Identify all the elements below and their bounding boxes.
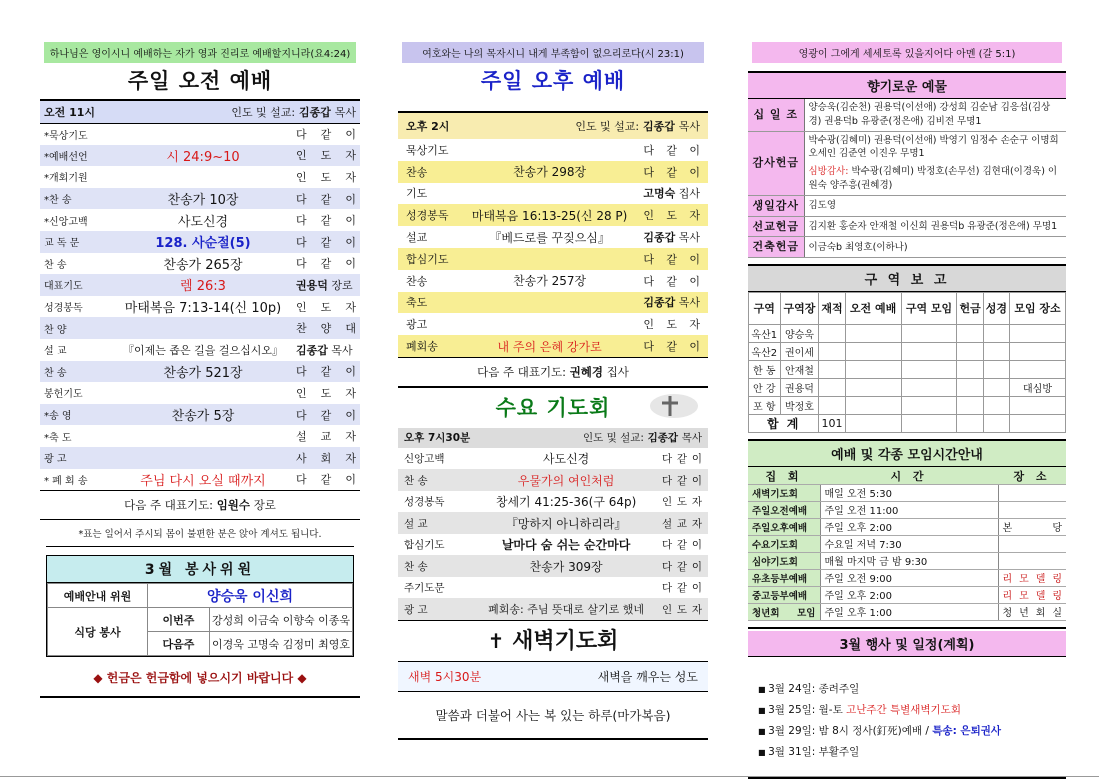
order-row: 찬 양 찬 양 대 — [40, 317, 360, 339]
order-row: 신앙고백 사도신경 다 같 이 — [404, 452, 702, 467]
service-time: 오전 11시 — [40, 101, 114, 123]
schedule-row: 심야기도회 매월 마지막 금 밤 9:30 — [748, 552, 1066, 569]
cross-person-icon: ✝ — [487, 628, 505, 653]
order-row: 설교 『베드로를 꾸짖으심』 김종갑 목사 — [406, 230, 700, 245]
scripture-banner: 영광이 그에게 세세토록 있을지어다 아멘 (갈 5:1) — [752, 42, 1062, 63]
event-item: ■ 3월 29일: 밤 8시 정사(釘死)예배 / 특송: 은퇴권사 — [758, 721, 1058, 742]
afternoon-service-title: 주일 오후 예배 — [480, 69, 626, 93]
order-row: 광고 인 도 자 — [406, 318, 700, 332]
offering-row: 감사헌금 박수광(김혜미) 권용덕(이선애) 박영기 임정수 손순구 이명희 오세인 김준연 이진우 무명1 심방감사: 박수광(김혜미) 박정호(손무선) 김현대(이경욱) 이원숙 양주흥(권혜경) — [748, 131, 1066, 195]
district-header: 구역장 — [780, 293, 819, 325]
order-row: 봉헌기도 인 도 자 — [44, 386, 356, 401]
order-row: 설 교 『망하지 아니하리라』 설 교 자 — [398, 512, 708, 534]
schedule-row: 주일오후예배 주일 오후 2:00 본 당 — [748, 518, 1066, 535]
afternoon-order-table: 오후 2시 인도 및 설교: 김종갑 목사 묵상기도 다 같 이 찬송 찬송가 298장 다 같 이 기도 고명숙 집사 성경봉독 마태복음 16:13-25(신 28 P) 인 도 자 설교 『베드로를 꾸짖으심』 김종갑 목사 합심기도 다 같 이 찬송 찬송가 257장 다 같 이 축도 김종갑 목사 광고 인 도 자 폐회송 내 주의 은혜 강가로 다 같 이 — [398, 113, 708, 357]
offering-row: 건축헌금 이금숙b 최영호(이하나) — [748, 237, 1066, 258]
schedule-header: 집 회 — [748, 467, 820, 484]
order-row: 찬 송 찬송가 521장 다 같 이 — [40, 361, 360, 383]
order-row: *송 영 찬송가 5장 다 같 이 — [40, 404, 360, 426]
morning-service-column — [40, 42, 360, 698]
order-row: *개회기원 인 도 자 — [44, 170, 356, 185]
order-row: * 폐 회 송 주님 다시 오실 때까지 다 같 이 — [44, 473, 356, 489]
order-row: 찬송 찬송가 298장 다 같 이 — [398, 161, 708, 183]
order-row: 성경봉독 마태복음 16:13-25(신 28 P) 인 도 자 — [398, 204, 708, 226]
events-title: 3월 행사 및 일정(계획) — [748, 631, 1066, 657]
schedule-row: 새벽기도회 매일 오전 5:30 — [748, 484, 1066, 501]
offering-row: 선교헌금 김지환 홍순자 안재철 이신희 권용덕b 유광준(정은애) 무명1 — [748, 216, 1066, 237]
schedule-row: 중고등부예배 주일 오후 2:00 리 모 델 링 — [748, 586, 1066, 603]
schedule-header: 시 간 — [820, 467, 998, 484]
district-header: 모임 장소 — [1010, 293, 1066, 325]
order-row: 설 교 『이제는 좁은 길을 걸으십시오』 김종갑 목사 — [44, 343, 353, 358]
order-row: 기도 고명숙 집사 — [406, 187, 700, 201]
offering-row: 생일감사 김도영 — [748, 195, 1066, 216]
order-row: 주기도문 다 같 이 — [404, 582, 702, 595]
order-row: 대표기도 렘 26:3 권용덕 장로 — [40, 274, 360, 296]
order-row: 성경봉독 마태복음 7:13-14(신 10p) 인 도 자 — [44, 300, 356, 317]
order-row: 찬 송 우물가의 여인처럼 다 같 이 — [398, 469, 708, 491]
offering-list — [748, 99, 1066, 258]
order-row: 성경봉독 창세기 41:25-36(구 64p) 인 도 자 — [404, 495, 702, 510]
leader-name: 김종갑 — [299, 105, 331, 119]
event-item: ■ 3월 25일: 월-토 고난주간 특별새벽기도회 — [758, 700, 1058, 721]
afternoon-service-column — [398, 42, 708, 740]
next-prayer: 다음 주 대표기도: 권혜경 집사 — [477, 364, 629, 379]
order-row: *신앙고백 사도신경 다 같 이 — [44, 214, 356, 230]
dawn-prayer-title: 새벽기도회 — [512, 628, 619, 654]
district-row: 안 강 권용덕 대심방 — [749, 379, 1066, 397]
schedule-header: 장 소 — [998, 467, 1066, 484]
volunteer-box: 3월 봉사위원 예배안내 위원 양승욱 이신희 식당 봉사 이번주 강성희 이금숙 이향숙 이종욱 다음주 이경욱 고명숙 김정미 최영호 — [46, 555, 354, 657]
morning-order-table — [40, 101, 360, 490]
order-row: *찬 송 찬송가 10장 다 같 이 — [40, 188, 360, 210]
order-row: 광 고 사 회 자 — [40, 447, 360, 469]
event-item: ■ 3월 24일: 종려주일 — [758, 679, 1058, 700]
wednesday-prayer-title: 수요 기도회 — [495, 395, 611, 420]
leader-title: 목사 — [334, 105, 356, 119]
schedule-table — [748, 467, 1066, 621]
leader-label: 인도 및 설교: — [231, 105, 296, 119]
morning-service-title: 주일 오전 예배 — [127, 69, 273, 93]
district-header: 구역 모임 — [901, 293, 957, 325]
schedule-row: 유초등부예배 주일 오전 9:00 리 모 델 링 — [748, 569, 1066, 586]
district-row: 옥산2 권이세 — [749, 343, 1066, 361]
district-row: 한 동 안재철 — [749, 361, 1066, 379]
offering-row: 십 일 조 양승욱(김순천) 권용덕(이선애) 강성희 김순남 김응섭(김상경) 권용덕b 유광준(정은애) 김비전 무명1 — [748, 99, 1066, 131]
scripture-banner: 여호와는 나의 목자시니 내게 부족함이 없으리로다(시 23:1) — [402, 42, 704, 63]
scripture-banner: 하나님은 영이시니 예배하는 자가 영과 진리로 예배할지니라(요4:24) — [44, 42, 356, 63]
order-row: *묵상기도 다 같 이 — [44, 128, 356, 142]
order-row: 찬 송 찬송가 309장 다 같 이 — [398, 555, 708, 577]
district-report-title: 구 역 보 고 — [748, 266, 1066, 292]
order-row: 축도 김종갑 목사 — [398, 292, 708, 314]
schedule-row: 수요기도회 수요일 저녁 7:30 — [748, 535, 1066, 552]
order-row: *예배선언 시 24:9~10 인 도 자 — [40, 145, 360, 167]
schedule-title: 예배 및 각종 모임시간안내 — [748, 441, 1066, 467]
praying-hands-icon — [640, 390, 700, 420]
order-row: 합심기도 다 같 이 — [398, 248, 708, 270]
district-header: 헌금 — [957, 293, 983, 325]
district-row: 포 항 박정호 — [749, 397, 1066, 415]
offering-list-title: 향기로운 예물 — [748, 73, 1066, 99]
order-row: 폐회송 내 주의 은혜 강가로 다 같 이 — [398, 335, 708, 357]
schedule-row: 주일오전예배 주일 오전 11:00 — [748, 501, 1066, 518]
schedule-row: 청년회 모임 주일 오후 1:00 청 년 회 실 — [748, 603, 1066, 620]
order-row: 합심기도 날마다 숨 쉬는 순간마다 다 같 이 — [404, 538, 702, 553]
next-prayer: 다음 주 대표기도: 임원수 장로 — [124, 498, 276, 513]
district-header: 구역 — [749, 293, 781, 325]
order-row: 교 독 문 128. 사순절(5) 다 같 이 — [40, 231, 360, 253]
order-row: 묵상기도 다 같 이 — [406, 143, 700, 157]
dawn-words: 말씀과 더불어 사는 복 있는 하루(마가복음) — [435, 707, 671, 723]
district-row: 옥산1 양승욱 — [749, 325, 1066, 343]
offering-notice: ◆ 헌금은 헌금함에 넣으시기 바랍니다 ◆ — [93, 671, 307, 686]
order-row: *축 도 설 교 자 — [44, 430, 356, 444]
church-news-column — [748, 42, 1066, 779]
district-header: 오전 예배 — [845, 293, 901, 325]
order-row: 찬송 찬송가 257장 다 같 이 — [406, 274, 700, 289]
district-header: 재적 — [819, 293, 845, 325]
dawn-info: 새벽 5시30분 새벽을 깨우는 성도 — [398, 662, 708, 692]
order-row: 광 고 폐회송: 주님 뜻대로 살기로 했네 인 도 자 — [398, 598, 708, 620]
order-row: 찬 송 찬송가 265장 다 같 이 — [44, 257, 356, 273]
district-report-table: 구역 구역장 재적 오전 예배 구역 모임 헌금 성경 모임 장소 옥산1 양승욱 옥산2 권이세 한 동 안재철 안 강 권용덕 대심방 포 항 박정호 합 계 101 — [748, 292, 1066, 433]
standing-note: *표는 일어서 주시되 몸이 불편한 분은 앉아 계셔도 됩니다. — [78, 529, 322, 541]
district-header: 성경 — [983, 293, 1009, 325]
event-item: ■ 3월 31일: 부활주일 — [758, 742, 1058, 763]
wednesday-order-table: 오후 7시30분 인도 및 설교: 김종갑 목사 신앙고백 사도신경 다 같 이 찬 송 우물가의 여인처럼 다 같 이 성경봉독 창세기 41:25-36(구 64p) 인 도 자 설 교 『망하지 아니하리라』 설 교 자 합심기도 날마다 숨 쉬는 순간마다 다 같 이 찬 송 찬송가 309장 다 같 이 주기도문 다 같 이 광 고 폐회송: 주님 뜻대로 살기로 했네 인 도 자 — [398, 428, 708, 620]
service-time: 오후 2시 — [398, 113, 464, 139]
volunteer-title: 3월 봉사위원 — [47, 556, 353, 583]
events-list — [748, 657, 1066, 763]
